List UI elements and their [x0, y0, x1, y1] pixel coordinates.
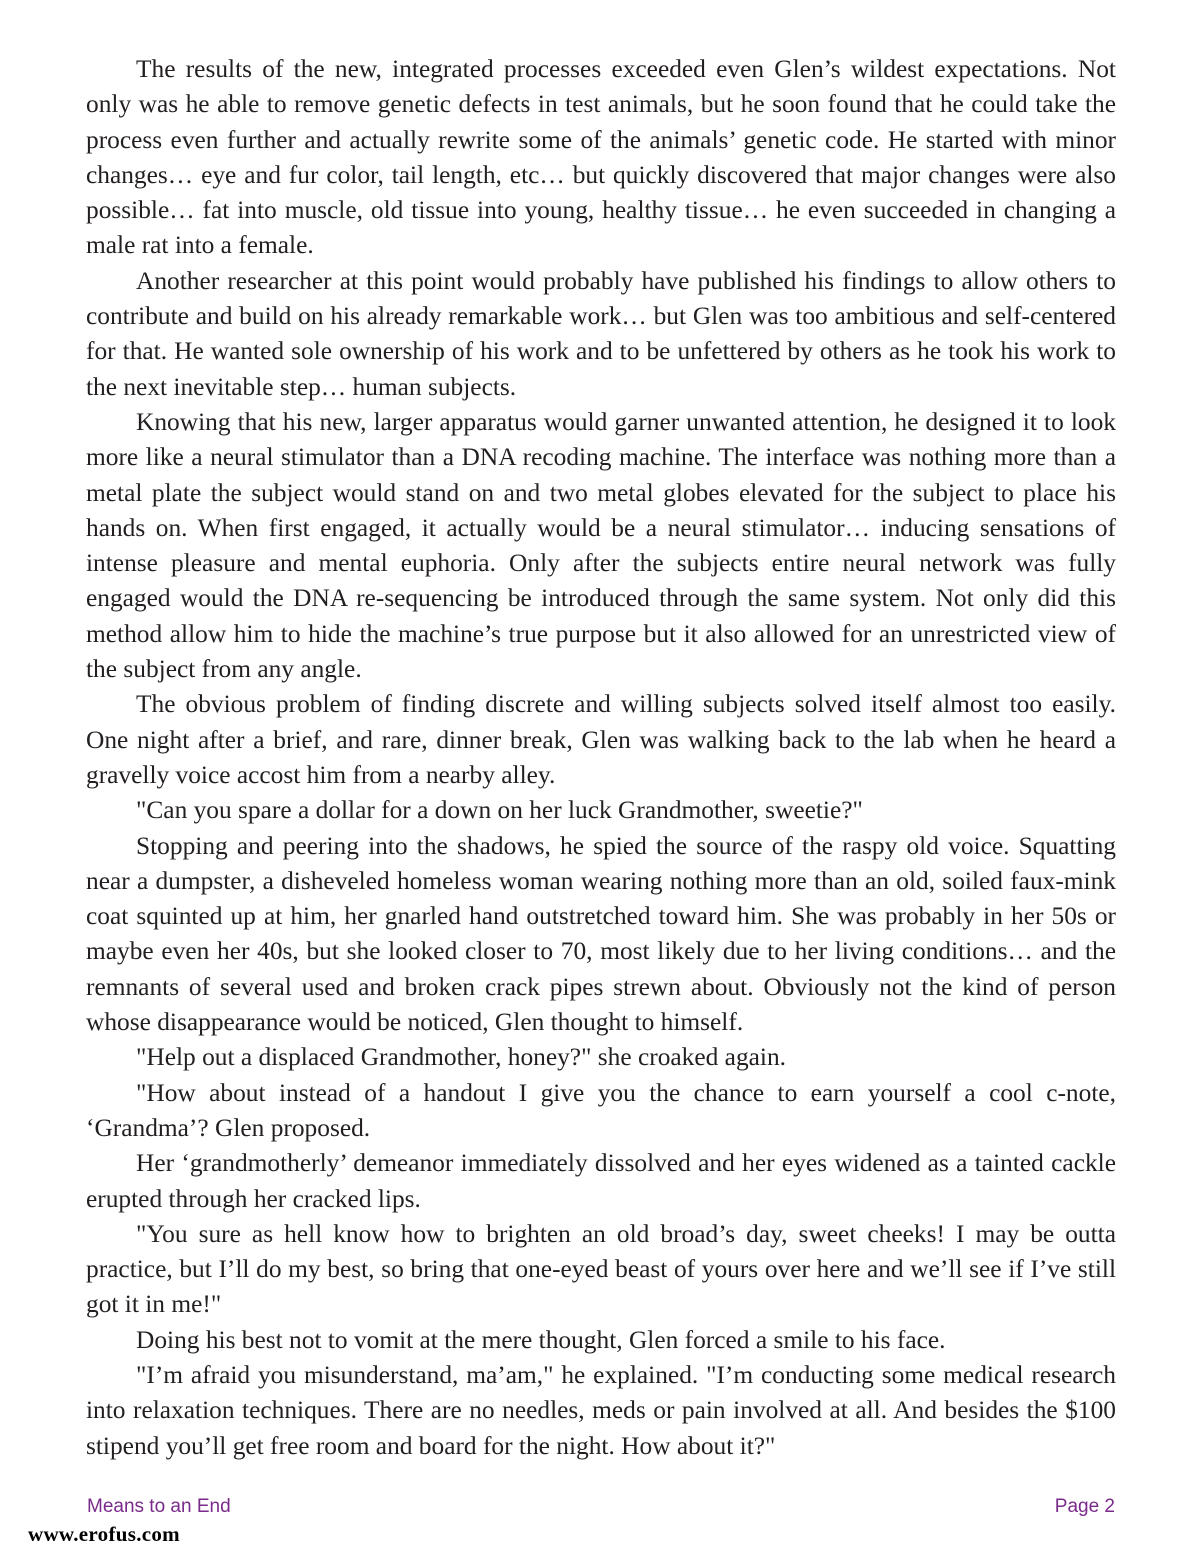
paragraph: "I’m afraid you misunderstand, ma’am," he explained. "I’m conducting some medical research into relaxation techniques. There are no needles, meds or pain involved at all. And besides the $100 stipend you’ll get free room and board for the night. How about it?" — [86, 1360, 1116, 1460]
paragraph: The results of the new, integrated processes exceeded even Glen’s wildest expectations. Not only was he able to remove genetic defects in test animals, but he soon found that he could take the process even further and actually rewrite some of the animals’ genetic code. He started with minor changes… eye and fur color, tail length, etc… but quickly discovered that major changes were also possible… fat into muscle, old tissue into young, healthy tissue… he even succeeded in changing a male rat into a female. — [86, 55, 1116, 260]
paragraph: "Can you spare a dollar for a down on her luck Grandmother, sweetie?" — [136, 796, 863, 825]
paragraph: "You sure as hell know how to brighten an old broad’s day, sweet cheeks! I may be outta practice, but I’ll do my best, so bring that one-eyed beast of yours over here and we’ll see if I’ve still got it in me!" — [86, 1219, 1116, 1319]
paragraph: Another researcher at this point would probably have published his findings to allow others to contribute and build on his already remarkable work… but Glen was too ambitious and self-centered for that. He wanted sole ownership of his work and to be unfettered by others as he took his work to the next inevitable step… human subjects. — [86, 266, 1116, 401]
paragraph: "How about instead of a handout I give you the chance to earn yourself a cool c-note, ‘Grandma’? Glen proposed. — [86, 1078, 1116, 1142]
paragraph: Her ‘grandmotherly’ demeanor immediately dissolved and her eyes widened as a tainted cackle erupted through her cracked lips. — [86, 1149, 1116, 1213]
footer-book-title: Means to an End — [87, 1496, 231, 1517]
paragraph: Doing his best not to vomit at the mere thought, Glen forced a smile to his face. — [136, 1325, 946, 1354]
footer-page-number: Page 2 — [1054, 1496, 1115, 1517]
paragraph: Stopping and peering into the shadows, he spied the source of the raspy old voice. Squatting near a dumpster, a disheveled homeless woman wearing nothing more than an old, soiled faux-mink coat squinted up at him, her gnarled hand outstretched toward him. She was probably in her 50s or maybe even her 40s, but she looked closer to 70, most likely due to her living conditions… and the remnants of several used and broken crack pipes strewn about. Obviously not the kind of person whose disappearance would be noticed, Glen thought to himself. — [86, 831, 1116, 1037]
paragraph: "Help out a displaced Grandmother, honey?" she croaked again. — [136, 1043, 787, 1072]
paragraph: Knowing that his new, larger apparatus would garner unwanted attention, he designed it to look more like a neural stimulator than a DNA recoding machine. The interface was nothing more than a metal plate the subject would stand on and two metal globes elevated for the subject to place his hands on. When first engaged, it actually would be a neural stimulator… inducing sensations of intense pleasure and mental euphoria. Only after the subjects entire neural network was fully engaged would the DNA re-sequencing be introduced through the same system. Not only did this method allow him to hide the machine’s true purpose but it also allowed for an unrestricted view of the subject from any angle. — [86, 407, 1116, 684]
paragraph: The obvious problem of finding discrete and willing subjects solved itself almost too easily. One night after a brief, and rare, dinner break, Glen was walking back to the lab when he heard a gravelly voice accost him from a nearby alley. — [86, 690, 1116, 789]
watermark — [0, 1521, 238, 1552]
body-text — [86, 52, 1116, 1464]
watermark-text: www.erofus.com — [28, 1522, 180, 1546]
